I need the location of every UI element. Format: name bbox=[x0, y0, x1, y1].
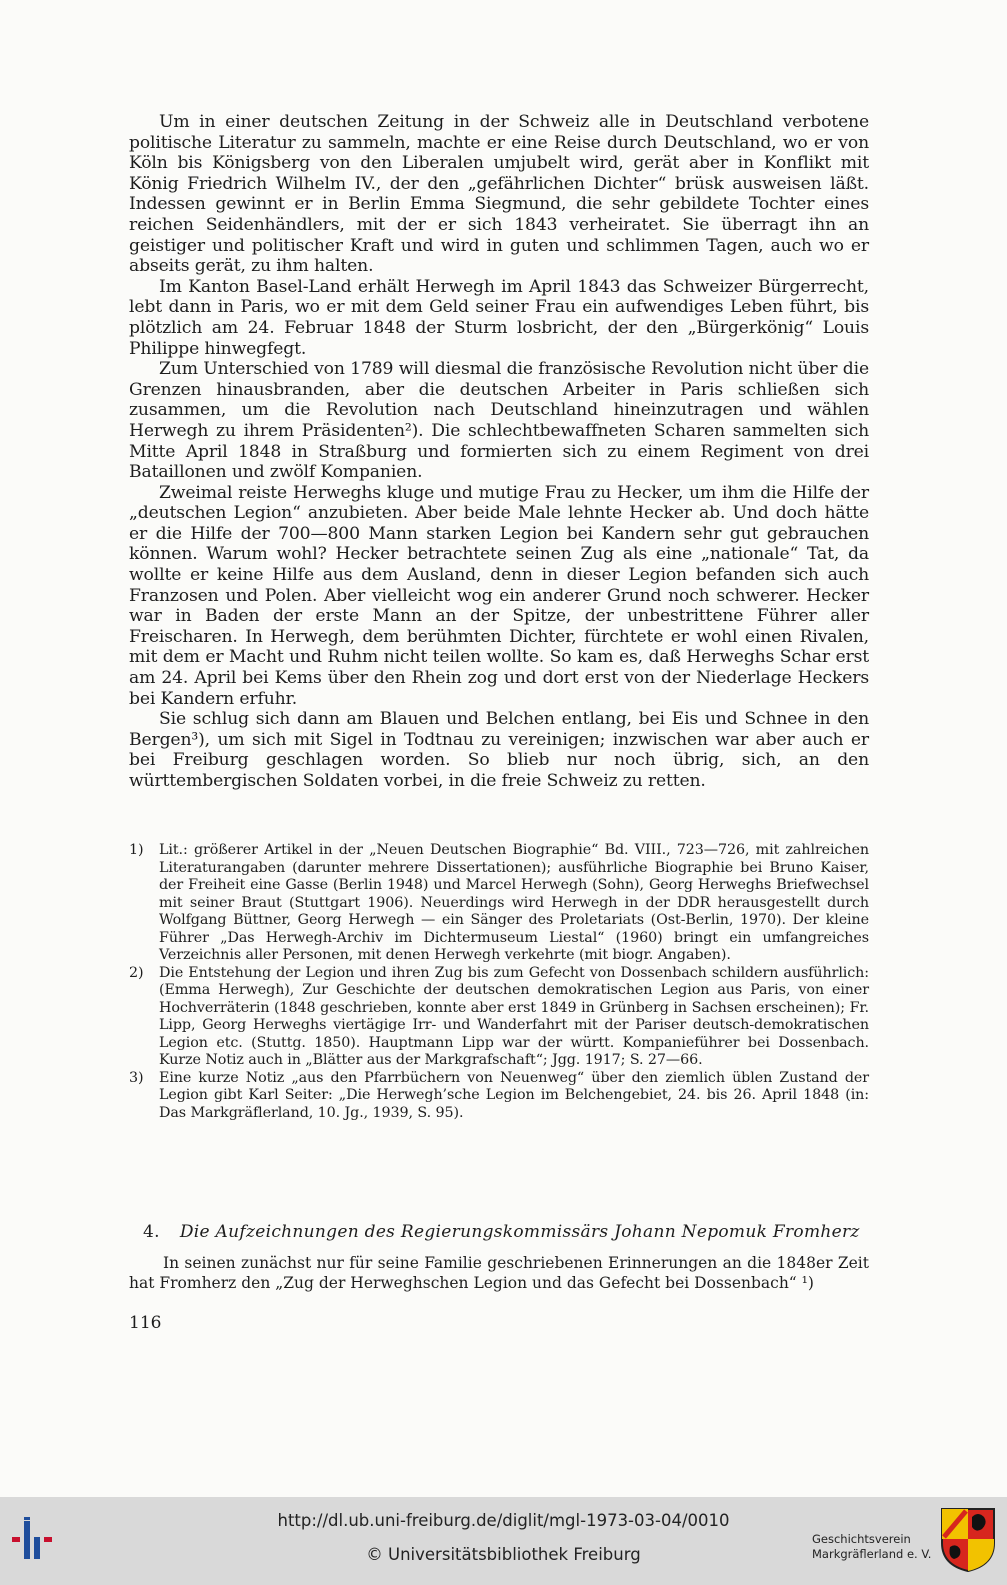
section-heading bbox=[143, 1222, 873, 1242]
organization-name bbox=[812, 1532, 931, 1562]
main-text bbox=[129, 112, 869, 792]
footnote bbox=[129, 1070, 869, 1123]
footnote bbox=[129, 842, 869, 965]
footnote bbox=[129, 965, 869, 1070]
footnote-number: 3) bbox=[129, 1069, 144, 1086]
page-number: 116 bbox=[129, 1313, 162, 1333]
footnote-text: Lit.: größerer Artikel in der „Neuen Deutschen Biographie“ Bd. VIII., 723—726, mit zahlreichen Literaturangaben (darunter mehrere Dissertationen); ausführliche Biographie bei Bruno Kaiser, der Freiheit eine Gasse (Berlin 1948) und Marcel Herwegh (Sohn), Georg Herweghs Briefwechsel mit seiner Braut (Stuttgart 1906). Neuerdings wird Herwegh in der DDR herausgestellt durch Wolfgang Büttner, Georg Herwegh — ein Sänger des Proletariats (Ost-Berlin, 1970). Der kleine Führer „Das Herwegh-Archiv im Dichtermuseum Liestal“ (1960) bringt ein umfangreiches Verzeichnis aller Personen, mit denen Herwegh verkehrte (mit biogr. Angaben). bbox=[159, 842, 869, 963]
copyright-notice: © Universitätsbibliothek Freiburg bbox=[366, 1545, 641, 1564]
coat-of-arms-icon bbox=[940, 1507, 996, 1573]
paragraph: Zum Unterschied von 1789 will diesmal die französische Revolution nicht über die Grenzen hinausbranden, aber die deutschen Arbeiter in Paris schließen sich zusammen, um die Revolution nach Deutschland hineinzutragen und wählen Herwegh zu ihrem Präsidenten²). Die schlechtbewaffneten Scharen sammelten sich Mitte April 1848 in Straßburg und formierten sich zu einem Regiment von drei Bataillonen und zwölf Kompanien. bbox=[129, 359, 869, 483]
footnote-text: Die Entstehung der Legion und ihren Zug bis zum Gefecht von Dossenbach schildern ausführlich: (Emma Herwegh), Zur Geschichte der deutschen demokratischen Legion aus Paris, von einer Hochverräterin (1848 geschrieben, konnte aber erst 1849 in Grünberg in Sachsen erscheinen); Fr. Lipp, Georg Herweghs viertägige Irr- und Wanderfahrt mit der Pariser deutsch-demokratischen Legion etc. (Stuttg. 1850). Hauptmann Lipp war der württ. Kompanieführer bei Dossenbach. Kurze Notiz auch in „Blätter aus der Markgrafschaft“; Jgg. 1917; S. 27—66. bbox=[159, 964, 869, 1068]
section-title: Die Aufzeichnungen des Regierungskommissärs Johann Nepomuk Fromherz bbox=[179, 1222, 860, 1242]
paragraph: Um in einer deutschen Zeitung in der Schweiz alle in Deutschland verbotene politische Literatur zu sammeln, machte er eine Reise durch Deutschland, wo er von Köln bis Königsberg von den Liberalen umjubelt wird, gerät aber in Konflikt mit König Friedrich Wilhelm IV., der den „gefährlichen Dichter“ brüsk ausweisen läßt. Indessen gewinnt er in Berlin Emma Siegmund, die sehr gebildete Tochter eines reichen Seidenhändlers, mit der er sich 1843 verheiratet. Sie überragt ihn an geistiger und politischer Kraft und wird in guten und schlimmen Tagen, auch wo er abseits gerät, zu ihm halten. bbox=[129, 112, 869, 277]
paragraph: Sie schlug sich dann am Blauen und Belchen entlang, bei Eis und Schnee in den Bergen³), um sich mit Sigel in Todtnau zu vereinigen; inzwischen war aber auch er bei Freiburg geschlagen worden. So blieb nur noch übrig, sich, an den württembergischen Soldaten vorbei, in die freie Schweiz zu retten. bbox=[129, 709, 869, 791]
footnote-number: 2) bbox=[129, 964, 144, 981]
footer-bar bbox=[0, 1497, 1007, 1585]
paragraph: In seinen zunächst nur für seine Familie geschriebenen Erinnerungen an die 1848er Zeit hat Fromherz den „Zug der Herweghschen Legion und das Gefecht bei Dossenbach“ ¹) bbox=[129, 1254, 869, 1292]
organization-line: Geschichtsverein bbox=[812, 1532, 911, 1546]
organization-line: Markgräflerland e. V. bbox=[812, 1547, 932, 1561]
footnote-number: 1) bbox=[129, 842, 144, 858]
footnote-text: Eine kurze Notiz „aus den Pfarrbüchern von Neuenweg“ über den ziemlich üblen Zustand der Legion gibt Karl Seiter: „Die Herwegh’sche Legion im Belchengebiet, 24. bis 26. April 1848 (in: Das Markgräflerland, 10. Jg., 1939, S. 95). bbox=[159, 1069, 869, 1121]
paragraph: Im Kanton Basel-Land erhält Herwegh im April 1843 das Schweizer Bürgerrecht, lebt dann in Paris, wo er mit dem Geld seiner Frau ein aufwendiges Leben führt, bis plötzlich am 24. Februar 1848 der Sturm losbricht, der den „Bürgerkönig“ Louis Philippe hinwegfegt. bbox=[129, 276, 869, 359]
paragraph: Zweimal reiste Herweghs kluge und mutige Frau zu Hecker, um ihm die Hilfe der „deutschen Legion“ anzubieten. Aber beide Male lehnte Hecker ab. Und doch hätte er die Hilfe der 700—800 Mann starken Legion bei Kandern sehr gut gebrauchen können. Warum wohl? Hecker betrachtete seinen Zug als eine „nationale“ Tat, da wollte er keine Hilfe aus dem Ausland, denn in dieser Legion befanden sich auch Franzosen und Polen. Aber vielleicht wog ein anderer Grund noch schwerer. Hecker war in Baden der erste Mann an der Spitze, der unbestrittene Führer aller Freischaren. In Herwegh, dem berühmten Dichter, fürchtete er wohl einen Rivalen, mit dem er Macht und Ruhm nicht teilen wollte. So kam es, daß Herweghs Schar erst am 24. April bei Kems über den Rhein zog und dort erst von der Niederlage Heckers bei Kandern erfuhr. bbox=[129, 482, 869, 709]
document-url-link[interactable]: http://dl.ub.uni-freiburg.de/diglit/mgl-1973-03-04/0010 bbox=[277, 1511, 730, 1530]
footnotes bbox=[129, 842, 869, 1122]
section-number: 4. bbox=[143, 1222, 160, 1242]
section-intro bbox=[129, 1254, 869, 1293]
